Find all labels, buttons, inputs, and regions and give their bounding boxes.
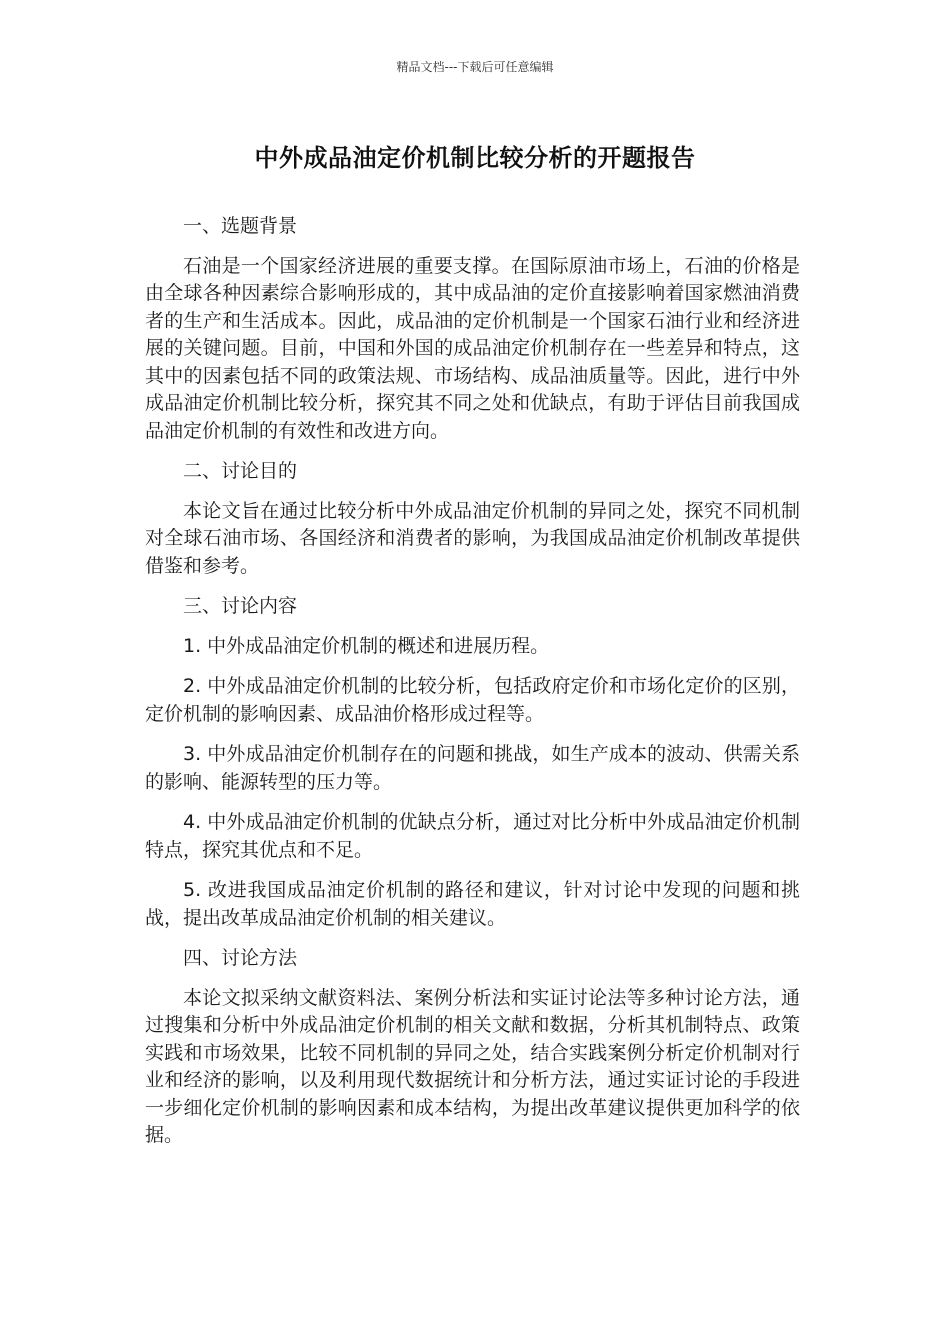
section-heading-content: 三、讨论内容 — [183, 595, 298, 617]
section-heading-method: 四、讨论方法 — [183, 947, 298, 969]
paragraph-background: 石油是一个国家经济进展的重要支撑。在国际原油市场上，石油的价格是由全球各种因素综合影响形成的，其中成品油的定价直接影响着国家燃油消费者的生产和生活成本。因此，成品油的定价机制是一个国家石油行业和经济进展的关键问题。目前，中国和外国的成品油定价机制存在一些差异和特点，这其中的因素包括不同的政策法规、市场结构、成品油质量等。因此，进行中外成品油定价机制比较分析，探究其不同之处和优缺点，有助于评估目前我国成品油定价机制的有效性和改进方向。 — [145, 254, 800, 442]
content-item-1: 1. 中外成品油定价机制的概述和进展历程。 — [183, 634, 550, 657]
document-body — [145, 213, 800, 1163]
section-heading-background: 一、选题背景 — [183, 215, 298, 237]
content-item-3: 3. 中外成品油定价机制存在的问题和挑战，如生产成本的波动、供需关系的影响、能源转型的压力等。 — [145, 743, 800, 793]
content-item-4: 4. 中外成品油定价机制的优缺点分析，通过对比分析中外成品油定价机制特点，探究其优点和不足。 — [145, 811, 800, 861]
header-note: 精品文档---下载后可任意编辑 — [396, 60, 554, 74]
content-item-5: 5. 改进我国成品油定价机制的路径和建议，针对讨论中发现的问题和挑战，提出改革成品油定价机制的相关建议。 — [145, 879, 800, 929]
paragraph-purpose: 本论文旨在通过比较分析中外成品油定价机制的异同之处，探究不同机制对全球石油市场、各国经济和消费者的影响，为我国成品油定价机制改革提供借鉴和参考。 — [145, 499, 800, 577]
section-heading-purpose: 二、讨论目的 — [183, 460, 298, 482]
document-title: 中外成品油定价机制比较分析的开题报告 — [254, 144, 696, 172]
paragraph-method: 本论文拟采纳文献资料法、案例分析法和实证讨论法等多种讨论方法，通过搜集和分析中外成品油定价机制的相关文献和数据，分析其机制特点、政策实践和市场效果，比较不同机制的异同之处，结合实践案例分析定价机制对行业和经济的影响，以及利用现代数据统计和分析方法，通过实证讨论的手段进一步细化定价机制的影响因素和成本结构，为提出改革建议提供更加科学的依据。 — [145, 986, 800, 1146]
content-item-2: 2. 中外成品油定价机制的比较分析，包括政府定价和市场化定价的区别，定价机制的影响因素、成品油价格形成过程等。 — [145, 675, 800, 725]
